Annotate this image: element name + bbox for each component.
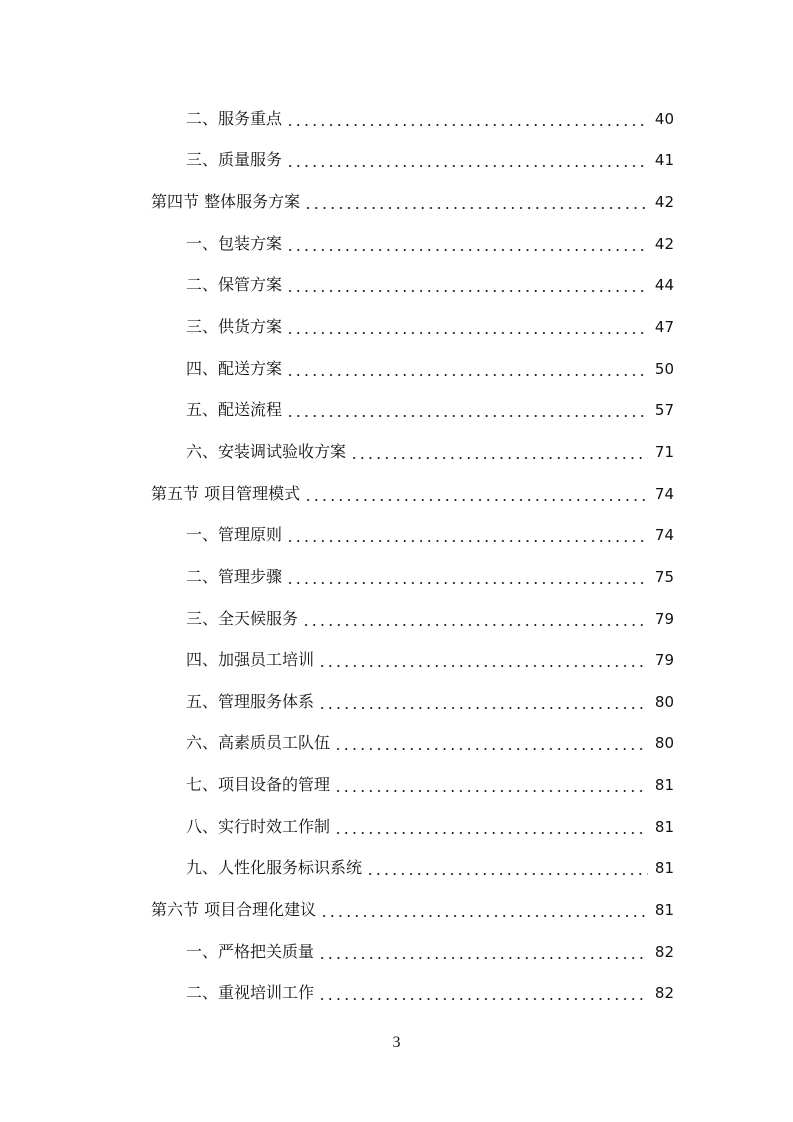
toc-entry-title: 四、加强员工培训 [186,650,315,670]
toc-dot-leader [286,124,648,126]
toc-subsection-entry[interactable] [0,639,793,681]
page-number: 3 [392,1034,401,1051]
toc-dot-leader [286,165,648,167]
toc-entry-title: 第五节 项目管理模式 [151,483,301,503]
toc-entry-page-number: 57 [654,401,674,420]
toc-dot-leader [318,998,648,1000]
toc-dot-leader [334,832,648,834]
toc-entry-page-number: 81 [654,776,674,795]
toc-subsection-entry[interactable] [0,223,793,265]
toc-entry-page-number: 79 [654,609,674,628]
toc-subsection-entry[interactable] [0,98,793,140]
toc-subsection-entry[interactable] [0,265,793,307]
toc-entry-title: 八、实行时效工作制 [186,816,331,836]
toc-entry-page-number: 74 [654,526,674,545]
toc-subsection-entry[interactable] [0,723,793,765]
toc-entry-page-number: 75 [654,567,674,586]
toc-subsection-entry[interactable] [0,806,793,848]
toc-entry-title: 二、服务重点 [186,108,283,128]
toc-dot-leader [334,790,648,792]
toc-dot-leader [304,207,648,209]
toc-subsection-entry[interactable] [0,598,793,640]
toc-entry-page-number: 82 [654,984,674,1003]
toc-entry-page-number: 42 [654,234,674,253]
toc-entry-title: 一、管理原则 [186,525,283,545]
toc-entry-title: 第六节 项目合理化建议 [151,899,317,919]
toc-entry-title: 四、配送方案 [186,358,283,378]
toc-subsection-entry[interactable] [0,848,793,890]
toc-dot-leader [350,457,648,459]
toc-entry-page-number: 80 [654,692,674,711]
toc-entry-title: 七、项目设备的管理 [186,775,331,795]
toc-entry-title: 二、管理步骤 [186,566,283,586]
toc-entry-page-number: 82 [654,942,674,961]
toc-subsection-entry[interactable] [0,389,793,431]
toc-dot-leader [302,624,648,626]
toc-entry-page-number: 40 [654,109,674,128]
toc-entry-title: 五、配送流程 [186,400,283,420]
toc-entry-page-number: 80 [654,734,674,753]
table-of-contents [0,98,793,1014]
toc-entry-page-number: 47 [654,318,674,337]
toc-dot-leader [286,290,648,292]
toc-dot-leader [286,415,648,417]
toc-entry-page-number: 50 [654,359,674,378]
toc-entry-title: 第四节 整体服务方案 [151,192,301,212]
toc-dot-leader [318,957,648,959]
toc-subsection-entry[interactable] [0,306,793,348]
toc-dot-leader [334,748,648,750]
toc-entry-page-number: 74 [654,484,674,503]
toc-entry-page-number: 79 [654,651,674,670]
toc-entry-page-number: 44 [654,276,674,295]
toc-entry-title: 六、安装调试验收方案 [186,441,347,461]
toc-entry-page-number: 71 [654,442,674,461]
toc-dot-leader [366,873,648,875]
toc-entry-title: 六、高素质员工队伍 [186,733,331,753]
toc-entry-page-number: 81 [654,817,674,836]
toc-entry-title: 二、重视培训工作 [186,983,315,1003]
toc-subsection-entry[interactable] [0,556,793,598]
toc-entry-title: 二、保管方案 [186,275,283,295]
toc-dot-leader [318,665,648,667]
toc-entry-page-number: 41 [654,151,674,170]
toc-subsection-entry[interactable] [0,140,793,182]
toc-section-entry[interactable] [0,181,793,223]
toc-section-entry[interactable] [0,473,793,515]
toc-dot-leader [286,540,648,542]
toc-entry-page-number: 81 [654,859,674,878]
toc-section-entry[interactable] [0,889,793,931]
toc-subsection-entry[interactable] [0,972,793,1014]
toc-dot-leader [286,332,648,334]
toc-entry-title: 三、质量服务 [186,150,283,170]
toc-entry-title: 三、供货方案 [186,317,283,337]
toc-dot-leader [318,707,648,709]
toc-entry-title: 三、全天候服务 [186,608,299,628]
toc-dot-leader [320,915,648,917]
toc-dot-leader [304,499,648,501]
toc-subsection-entry[interactable] [0,931,793,973]
toc-entry-page-number: 81 [654,900,674,919]
toc-dot-leader [286,249,648,251]
toc-dot-leader [286,374,648,376]
toc-dot-leader [286,582,648,584]
toc-subsection-entry[interactable] [0,348,793,390]
toc-entry-title: 九、人性化服务标识系统 [186,858,363,878]
toc-subsection-entry[interactable] [0,764,793,806]
toc-entry-page-number: 42 [654,193,674,212]
toc-subsection-entry[interactable] [0,514,793,556]
toc-entry-title: 一、严格把关质量 [186,941,315,961]
toc-subsection-entry[interactable] [0,431,793,473]
toc-entry-title: 五、管理服务体系 [186,691,315,711]
toc-subsection-entry[interactable] [0,681,793,723]
toc-entry-title: 一、包装方案 [186,233,283,253]
